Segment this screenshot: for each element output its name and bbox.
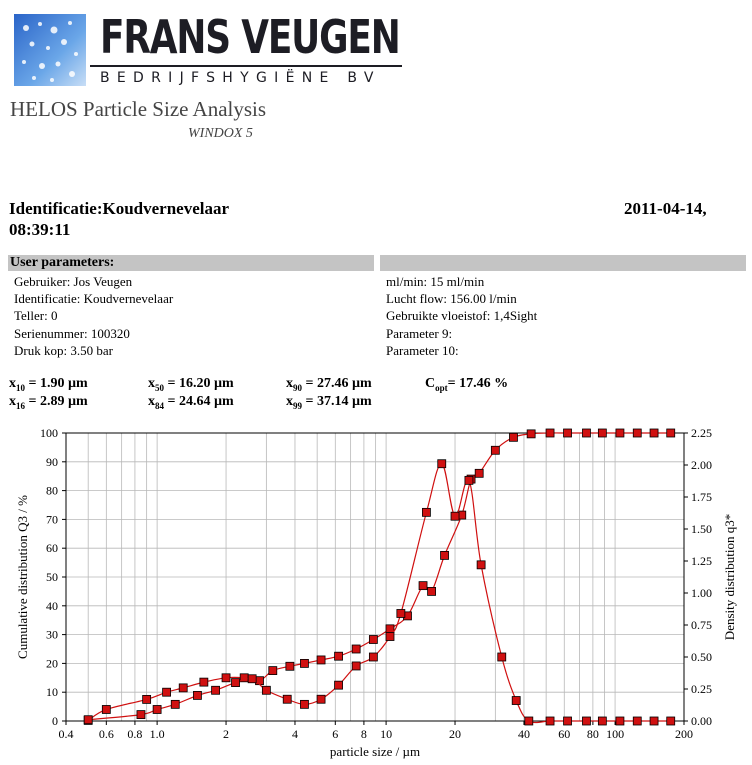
x-tick-label: 0.4	[58, 727, 74, 741]
cumulative-point	[300, 659, 308, 667]
stat-x16: $x_{16} = 2.89$ µm	[9, 394, 88, 411]
cumulative-point	[335, 652, 343, 660]
density-point	[386, 633, 394, 641]
cumulative-point	[475, 469, 483, 477]
param-right-3: Gebruikte vloeistof: 1,4Sight	[386, 308, 538, 323]
density-point	[438, 460, 446, 468]
y2-tick-label: 0.00	[691, 714, 712, 728]
y-tick-label: 20	[46, 656, 58, 671]
cumulative-point	[286, 662, 294, 670]
density-point	[193, 691, 201, 699]
user-parameters-header: User parameters:	[10, 255, 115, 270]
logo-subtitle: BEDRIJFSHYGIËNE BV	[100, 70, 381, 86]
cumulative-point	[179, 684, 187, 692]
y2-axis-label: Density distribution q3*	[722, 513, 737, 641]
cumulative-point	[163, 688, 171, 696]
density-point	[525, 717, 533, 725]
cumulative-point	[269, 667, 277, 675]
cumulative-point	[546, 429, 554, 437]
density-curve	[88, 464, 671, 723]
density-point	[335, 681, 343, 689]
param-right-2: Lucht flow: 156.00 l/min	[386, 291, 517, 306]
density-point	[283, 695, 291, 703]
y2-tick-label: 1.25	[691, 554, 712, 568]
stat-x90: $x_{90} = 27.46$ µm	[286, 376, 372, 393]
cumulative-point	[582, 429, 590, 437]
param-left-3: Teller: 0	[14, 308, 58, 323]
density-point	[451, 512, 459, 520]
cumulative-point	[352, 645, 360, 653]
x-tick-label: 0.6	[98, 727, 114, 741]
cumulative-point	[386, 625, 394, 633]
x-tick-label: 40	[517, 727, 530, 741]
company-logo	[14, 10, 404, 92]
cumulative-point	[428, 587, 436, 595]
x-tick-label: 80	[586, 727, 599, 741]
density-point	[633, 717, 641, 725]
density-point	[422, 508, 430, 516]
x-tick-label: 8	[360, 727, 367, 741]
y-tick-label: 100	[40, 426, 58, 440]
cumulative-point	[143, 695, 151, 703]
param-right-4: Parameter 9:	[386, 326, 453, 341]
density-point	[582, 717, 590, 725]
cumulative-point	[441, 551, 449, 559]
logo-divider	[90, 65, 402, 67]
cumulative-point	[616, 429, 624, 437]
y-tick-label: 10	[46, 685, 58, 700]
density-point	[465, 476, 473, 484]
density-point	[512, 697, 520, 705]
x-tick-label: 10	[380, 727, 393, 741]
density-point	[498, 653, 506, 661]
density-point	[598, 717, 606, 725]
y-tick-label: 90	[46, 454, 58, 469]
report-subtitle: WINDOX 5	[188, 126, 253, 141]
density-point	[232, 679, 240, 687]
stat-x10: $x_{10} = 1.90$ µm	[9, 376, 88, 393]
y2-tick-label: 1.75	[691, 490, 712, 504]
x-tick-label: 200	[675, 727, 693, 741]
particle-size-chart	[0, 420, 752, 765]
y-tick-label: 50	[46, 570, 58, 584]
param-left-5: Druk kop: 3.50 bar	[14, 343, 113, 358]
param-right-5: Parameter 10:	[386, 343, 459, 358]
density-point	[564, 717, 572, 725]
param-left-4: Serienummer: 100320	[14, 326, 130, 341]
cumulative-point	[317, 656, 325, 664]
density-point	[650, 717, 658, 725]
param-left-1: Gebruiker: Jos Veugen	[14, 274, 133, 289]
x-tick-label: 6	[332, 727, 339, 741]
y2-tick-label: 2.25	[691, 426, 712, 440]
cumulative-point	[527, 430, 535, 438]
report-title: HELOS Particle Size Analysis	[10, 97, 267, 121]
density-point	[171, 700, 179, 708]
identification-label: Identificatie:Koudvernevelaar	[9, 199, 230, 218]
cumulative-point	[419, 582, 427, 590]
density-point	[352, 662, 360, 670]
report-time: 08:39:11	[9, 220, 71, 239]
cumulative-point	[369, 635, 377, 643]
y2-tick-label: 0.75	[691, 618, 712, 632]
density-point	[262, 686, 270, 694]
density-point	[317, 695, 325, 703]
param-right-1: ml/min: 15 ml/min	[386, 274, 485, 289]
x-tick-label: 4	[291, 727, 298, 741]
cumulative-point	[650, 429, 658, 437]
logo-name: FRANS VEUGEN	[100, 10, 400, 64]
cumulative-point	[667, 429, 675, 437]
cumulative-point	[491, 446, 499, 454]
y-tick-label: 40	[46, 598, 58, 613]
y-axis-label: Cumulative distribution Q3 / %	[15, 495, 30, 659]
y2-tick-label: 1.00	[691, 586, 712, 600]
density-point	[300, 700, 308, 708]
params-header-bar-right	[380, 255, 746, 271]
y-tick-label: 30	[46, 627, 58, 642]
stat-x84: $x_{84} = 24.64$ µm	[148, 394, 234, 411]
x-tick-label: 100	[606, 727, 625, 741]
density-point	[137, 711, 145, 719]
density-point	[212, 686, 220, 694]
x-tick-label: 60	[558, 727, 571, 741]
x-tick-label: 2	[223, 727, 230, 741]
y-tick-label: 0	[52, 714, 58, 728]
density-point	[546, 717, 554, 725]
cumulative-point	[564, 429, 572, 437]
y-tick-label: 60	[46, 541, 58, 556]
density-point	[153, 705, 161, 713]
y2-tick-label: 2.00	[691, 458, 712, 472]
x-tick-label: 20	[449, 727, 462, 741]
stat-copt: $C_{opt}= 17.46$ %	[425, 376, 509, 393]
density-point	[248, 675, 256, 683]
x-tick-label: 0.8	[127, 727, 143, 741]
report-date: 2011-04-14,	[624, 199, 707, 218]
y2-tick-label: 0.25	[691, 682, 712, 696]
density-point	[369, 653, 377, 661]
param-left-2: Identificatie: Koudvernevelaar	[14, 291, 174, 306]
y-tick-label: 70	[46, 512, 58, 527]
logo-mark-icon	[14, 14, 86, 86]
cumulative-point	[633, 429, 641, 437]
chart-grid	[66, 433, 684, 721]
density-point	[397, 609, 405, 617]
y2-tick-label: 1.50	[691, 522, 712, 536]
cumulative-point	[102, 705, 110, 713]
x-axis-label: particle size / µm	[329, 744, 421, 759]
cumulative-point	[598, 429, 606, 437]
cumulative-point	[509, 433, 517, 441]
y-tick-label: 80	[46, 483, 58, 498]
y2-tick-label: 0.50	[691, 650, 712, 664]
density-point	[477, 561, 485, 569]
x-tick-label: 1.0	[149, 727, 165, 741]
density-point	[616, 717, 624, 725]
density-point	[84, 716, 92, 724]
stat-x50: $x_{50} = 16.20$ µm	[148, 376, 234, 393]
cumulative-point	[222, 674, 230, 682]
stat-x99: $x_{99} = 37.14$ µm	[286, 394, 372, 411]
density-point	[667, 717, 675, 725]
cumulative-point	[200, 678, 208, 686]
